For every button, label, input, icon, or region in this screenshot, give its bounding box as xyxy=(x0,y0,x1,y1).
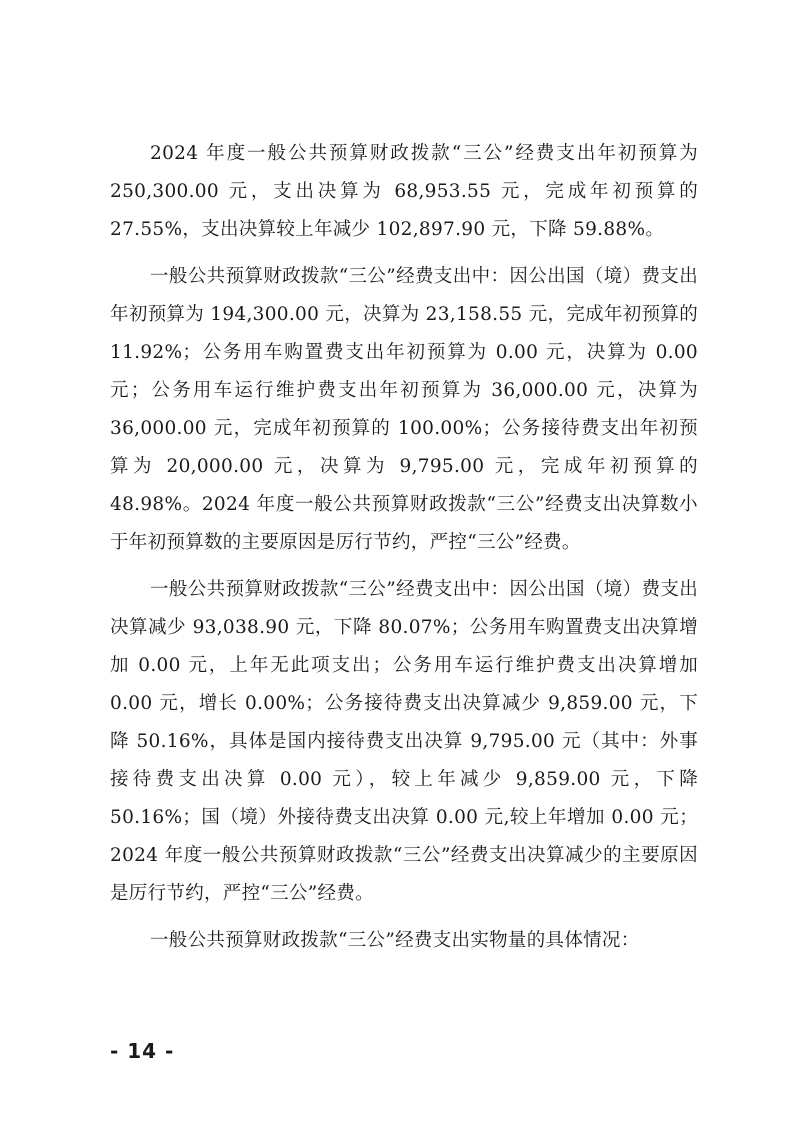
paragraph-summary: 2024 年度一般公共预算财政拨款“三公”经费支出年初预算为 250,300.00 元，支出决算为 68,953.55 元，完成年初预算的 27.55%，支出决算较上年减少 102,897.90 元，下降 59.88%。 xyxy=(110,143,698,240)
paragraph-budget-breakdown: 一般公共预算财政拨款“三公”经费支出中：因公出国（境）费支出年初预算为 194,300.00 元，决算为 23,158.55 元，完成年初预算的 11.92%；公务用车购置费支出年初预算为 0.00 元，决算为 0.00 元；公务用车运行维护费支出年初预算为 36,000.00 元，决算为 36,000.00 元，完成年初预算的 100.00%；公务接待费支出年初预算为 20,000.00 元，决算为 9,795.00 元，完成年初预算的 48.98%。2024 年度一般公共预算财政拨款“三公”经费支出决算数小于年初预算数的主要原因是厉行节约，严控“三公”经费。 xyxy=(110,266,698,553)
paragraph-physical-quantity-intro: 一般公共预算财政拨款“三公”经费支出实物量的具体情况： xyxy=(150,930,640,951)
paragraph-year-over-year: 一般公共预算财政拨款“三公”经费支出中：因公出国（境）费支出决算减少 93,038.90 元，下降 80.07%；公务用车购置费支出决算增加 0.00 元，上年无此项支出；公务用车运行维护费支出决算增加 0.00 元，增长 0.00%；公务接待费支出决算减少 9,859.00 元，下降 50.16%，具体是国内接待费支出决算 9,795.00 元（其中：外事接待费支出决算 0.00 元），较上年减少 9,859.00 元，下降 50.16%；国（境）外接待费支出决算 0.00 元,较上年增加 0.00 元；2024 年度一般公共预算财政拨款“三公”经费支出决算减少的主要原因是厉行节约，严控“三公”经费。 xyxy=(110,579,698,904)
page-number: - 14 - xyxy=(110,1039,175,1063)
document-body xyxy=(110,135,698,969)
